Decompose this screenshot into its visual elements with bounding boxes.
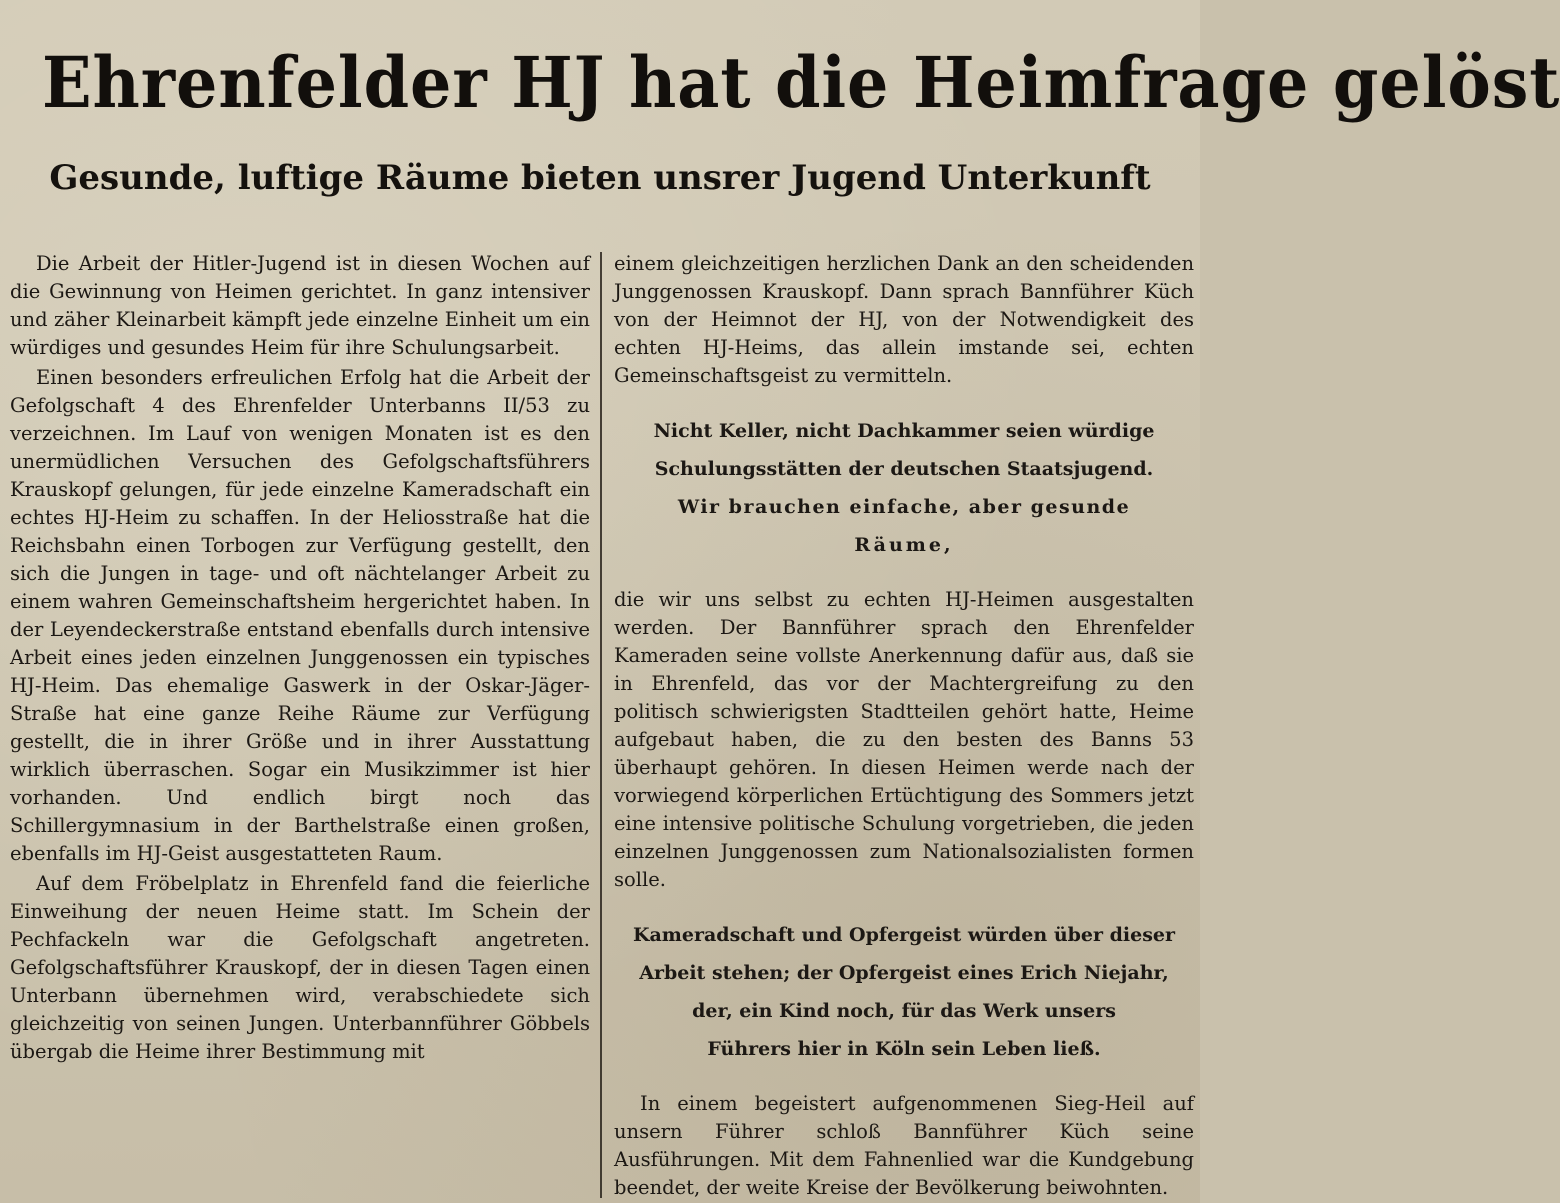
pull-quote-2 <box>624 916 1184 1068</box>
pull-quote-line: Wir brauchen einfache, aber gesunde <box>677 496 1131 518</box>
pull-quote-line: der, ein Kind noch, für das Werk unsers <box>692 1000 1116 1022</box>
subheadline: Gesunde, luftige Räume bieten unsrer Jugend Unterkunft <box>49 158 1151 198</box>
paragraph: einem gleichzeitigen herzlichen Dank an den scheidenden Junggenossen Krauskopf. Dann sprach Bannführer Küch von der Heimnot der HJ, von der Notwendigkeit des echten HJ-Heims, das allein imstande sei, echten Gemeinschaftsgeist zu vermitteln. <box>614 252 1194 387</box>
pull-quote-1 <box>624 412 1184 564</box>
column-divider <box>600 252 602 1198</box>
paragraph: die wir uns selbst zu echten HJ-Heimen ausgestalten werden. Der Bannführer sprach den Ehrenfelder Kameraden seine vollste Anerkennung dafür aus, daß sie in Ehrenfeld, das vor der Machtergreifung zu den politisch schwierigsten Stadtteilen gehört hatte, Heime aufgebaut haben, die zu den besten des Banns 53 überhaupt gehören. In diesen Heimen werde nach der vorwiegend körperlichen Ertüchtigung des Sommers jetzt eine intensive politische Schulung vorgetrieben, die jeden einzelnen Junggenossen zum Nationalsozialisten formen solle. <box>614 588 1194 891</box>
left-column <box>10 250 590 1066</box>
pull-quote-line: Arbeit stehen; der Opfergeist eines Erich Niejahr, <box>639 962 1169 984</box>
paragraph: In einem begeistert aufgenommenen Sieg-Heil auf unsern Führer schloß Bannführer Küch seine Ausführungen. Mit dem Fahnenlied war die Kundgebung beendet, der weite Kreise der Bevölkerung beiwohnten. <box>614 1092 1194 1199</box>
pull-quote-line: Führers hier in Köln sein Leben ließ. <box>707 1038 1101 1060</box>
paragraph: Einen besonders erfreulichen Erfolg hat die Arbeit der Gefolgschaft 4 des Ehrenfelder Unterbanns II/53 zu verzeichnen. Im Lauf von wenigen Monaten ist es den unermüdlichen Versuchen des Gefolgschaftsführers Krauskopf gelungen, für jede einzelne Kameradschaft ein echtes HJ-Heim zu schaffen. In der Heliosstraße hat die Reichsbahn einen Torbogen zur Verfügung gestellt, den sich die Jungen in tage- und oft nächtelanger Arbeit zu einem wahren Gemeinschaftsheim hergerichtet haben. In der Leyendeckerstraße entstand ebenfalls durch intensive Arbeit eines jeden einzelnen Junggenossen ein typisches HJ-Heim. Das ehemalige Gaswerk in der Oskar-Jäger-Straße hat eine ganze Reihe Räume zur Verfügung gestellt, die in ihrer Größe und in ihrer Ausstattung wirklich überraschen. Sogar ein Musikzimmer ist hier vorhanden. Und endlich birgt noch das Schillergymnasium in der Barthelstraße einen großen, ebenfalls im HJ-Geist ausgestatteten Raum. <box>10 366 590 865</box>
pull-quote-line: Räume, <box>854 534 954 556</box>
pull-quote-line: Schulungsstätten der deutschen Staatsjugend. <box>654 458 1154 480</box>
pull-quote-line: Kameradschaft und Opfergeist würden über dieser <box>632 924 1176 946</box>
headline: Ehrenfelder HJ hat die Heimfrage gelöst <box>42 41 1560 124</box>
right-column <box>614 250 1194 1202</box>
paragraph: Auf dem Fröbelplatz in Ehrenfeld fand die feierliche Einweihung der neuen Heime statt. Im Schein der Pechfackeln war die Gefolgschaft angetreten. Gefolgschaftsführer Krauskopf, der in diesen Tagen einen Unterbann übernehmen wird, verabschiedete sich gleichzeitig von seinen Jungen. Unterbannführer Göbbels übergab die Heime ihrer Bestimmung mit <box>10 872 590 1063</box>
pull-quote-line: Nicht Keller, nicht Dachkammer seien würdige <box>653 420 1155 442</box>
paragraph: Die Arbeit der Hitler-Jugend ist in diesen Wochen auf die Gewinnung von Heimen gerichtet. In ganz intensiver und zäher Kleinarbeit kämpft jede einzelne Einheit um ein würdiges und gesundes Heim für ihre Schulungsarbeit. <box>10 252 590 359</box>
